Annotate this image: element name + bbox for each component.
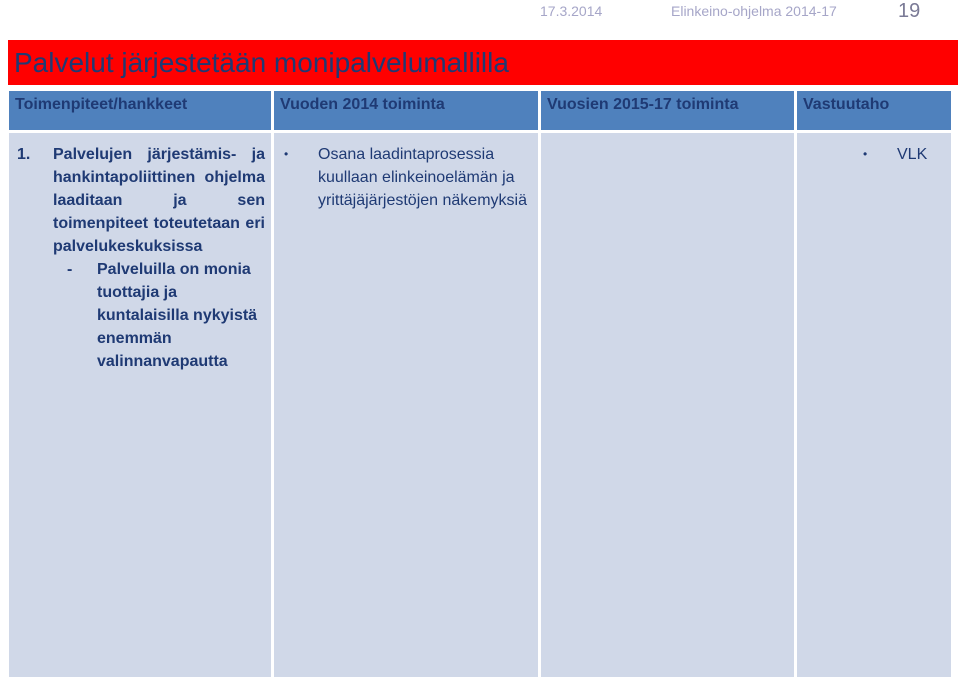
activity-2014-cell xyxy=(274,133,538,677)
date-label: 17.3.2014 xyxy=(540,3,603,19)
measure-item xyxy=(15,143,265,258)
measure-sub-item xyxy=(65,258,265,373)
page-number: 19 xyxy=(898,0,921,22)
bullet-icon: • xyxy=(863,147,868,161)
table-row xyxy=(9,133,951,677)
measure-text: Palvelujen järjestämis- ja hankintapoliittinen ohjelma laaditaan ja sen toimenpiteet toteutetaan eri palvelukeskuksissa xyxy=(53,146,265,255)
activity-2015-17-cell xyxy=(541,133,794,677)
column-header-responsible: Vastuutaho xyxy=(797,91,951,130)
column-header-measures: Toimenpiteet/hankkeet xyxy=(9,91,271,130)
responsible-text: VLK xyxy=(897,146,928,163)
column-header-2014: Vuoden 2014 toiminta xyxy=(274,91,538,130)
list-item xyxy=(280,143,532,212)
measure-number: 1. xyxy=(17,146,31,163)
table-header-row xyxy=(9,91,951,130)
sub-item-text: Palveluilla on monia tuottajia ja kuntalaisilla nykyistä enemmän valinnanvapautta xyxy=(97,261,258,370)
activity-2014-text: Osana laadintaprosessia kuullaan elinkeinoelämän ja yrittäjäjärjestöjen näkemyksiä xyxy=(318,146,527,209)
measure-cell xyxy=(9,133,271,677)
program-label: Elinkeino-ohjelma 2014-17 xyxy=(671,3,837,19)
slide-header xyxy=(0,0,960,40)
list-item xyxy=(803,143,945,166)
responsible-cell xyxy=(797,133,951,677)
column-header-2015-17: Vuosien 2015-17 toiminta xyxy=(541,91,794,130)
slide-title: Palvelut järjestetään monipalvelumallilla xyxy=(8,40,958,85)
dash-marker: - xyxy=(67,261,73,278)
bullet-icon: • xyxy=(284,147,289,161)
action-plan-table xyxy=(6,88,954,680)
